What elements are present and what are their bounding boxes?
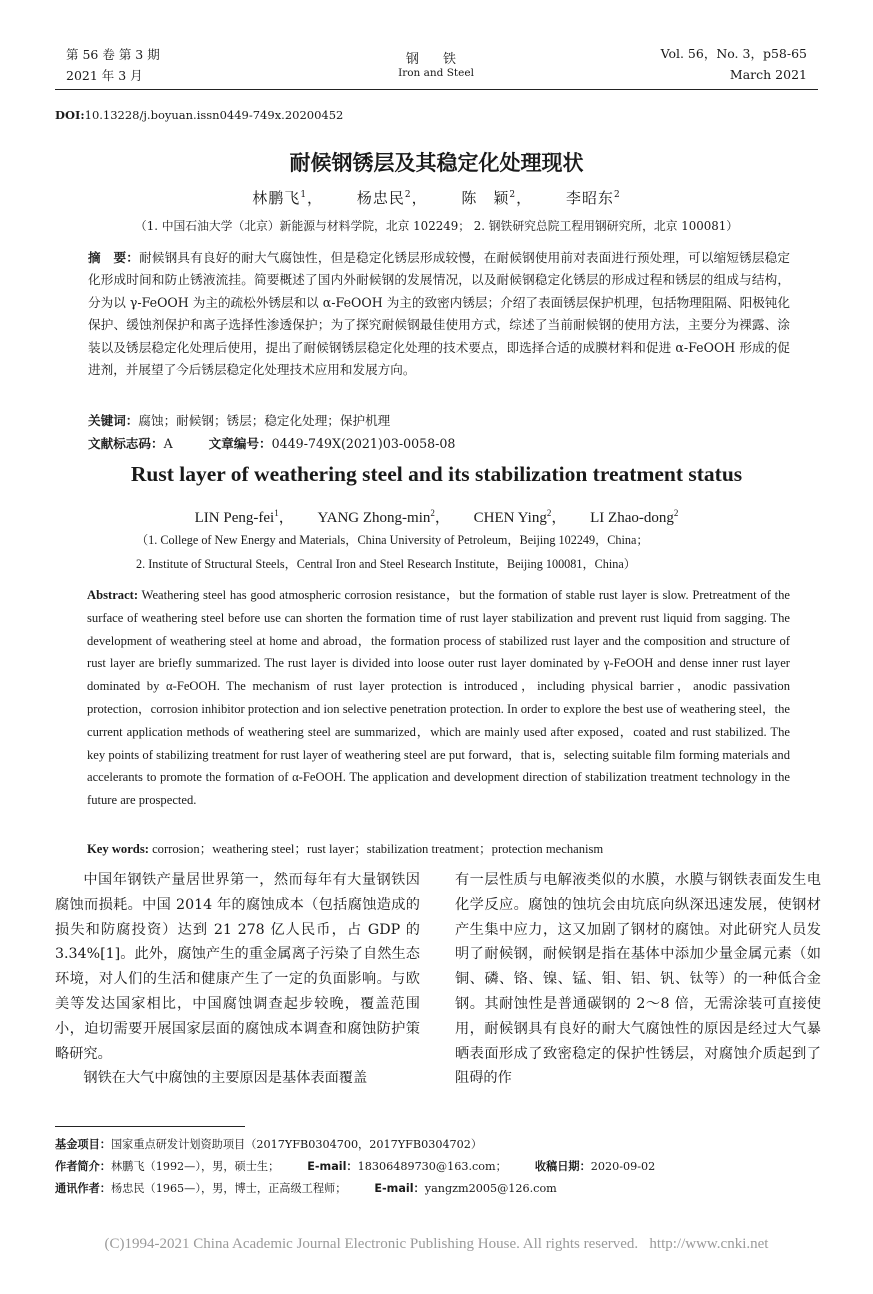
keywords-cn-text: 腐蚀；耐候钢；锈层；稳定化处理；保护机理	[138, 413, 391, 428]
author-cn: 林鹏飞$^1$，	[252, 189, 324, 207]
keywords-en	[87, 838, 603, 857]
date-en: March 2021	[729, 67, 807, 82]
author-cn: 陈 颖$^2$，	[461, 189, 533, 207]
abstract-en-text: Weathering steel has good atmospheric corrosion resistance，but the formation of stable rust layer is slow. Pretreatment of the surface of weathering steel before use can shorten the formation time of rust layer stabilization and prevent rust liquid from sagging. The development of weathering steel at home and abroad，the formation process of stabilized rust layer and the composition and structure of rust layer are briefly summarized. The rust layer is divided into loose outer rust layer dominated by γ-FeOOH and dense inner rust layer dominated by α-FeOOH. The mechanism of rust layer protection is introduced，including physical barrier，anodic passivation protection，corrosion inhibitor protection and ion selective penetration protection. In order to explore the best use of weathering steel，the current application methods of weathering steel are summarized，which are mainly used after exposed，coated and rust stabilized. The key points of stabilizing treatment for rust layer of weathering steel are put forward，that is，selecting suitable film forming materials and accelerants to promote the formation of α-FeOOH. The application and development direction of stabilization treatment technology in the future are prospected.	[87, 588, 790, 808]
author-en: LI Zhao-dong$^2$	[590, 508, 679, 526]
abstract-en	[87, 584, 790, 812]
body-paragraph: 中国年钢铁产量居世界第一，然而每年有大量钢铁因腐蚀而损耗。中国 2014 年的腐蚀成本（包括腐蚀造成的损失和防腐投资）达到 21 278 亿人民币，占 GDP 的 3.34%[1]。此外，腐蚀产生的重金属离子污染了自然生态环境，对人们的生活和健康产生了一定的负面影响。与欧美等发达国家相比，中国腐蚀调查起步较晚，覆盖范围小，迫切需要开展国家层面的腐蚀成本调查和腐蚀防护策略研究。	[55, 872, 420, 1062]
doi-value: 10.13228/j.boyuan.issn0449-749x.20200452	[84, 108, 344, 122]
doc-code-label: 文献标志码：	[88, 436, 164, 451]
body-paragraph-continued: 有一层性质与电解液类似的水膜，水膜与钢铁表面发生电化学反应。腐蚀的蚀坑会由坑底向纵深迅速发展，使钢材产生集中应力，这又加剧了钢材的腐蚀。对此研究人员发明了耐候钢，耐候钢是指在基体中添加少量金属元素（如铜、磷、铬、镍、锰、钼、铝、钒、钛等）的一种低合金钢。其耐蚀性是普通碳钢的 2～8 倍，无需涂装可直接使用，耐候钢具有良好的耐大气腐蚀性的原因是经过大气暴晒表面形成了致密稳定的保护性锈层，对腐蚀介质起到了阻碍的作	[455, 872, 821, 1087]
footnote-corresponding: 通讯作者：杨忠民（1965—），男，博士，正高级工程师； E-mail：yangzm2005@126.com	[55, 1182, 557, 1195]
copyright-notice: (C)1994-2021 China Academic Journal Electronic Publishing House. All rights reserved. http://www.cnki.net	[104, 1236, 769, 1252]
running-header-left	[66, 44, 160, 86]
affiliation-en-line: 2. Institute of Structural Steels，Central Iron and Steel Research Institute，Beijing 100081，China）	[136, 557, 636, 571]
authors-en	[0, 506, 873, 527]
affiliation-en-line: （1. College of New Energy and Materials，China University of Petroleum，Beijing 102249，China；	[136, 533, 649, 547]
volume-en: Vol. 56，No. 3，p58-65	[660, 46, 807, 61]
keywords-en-text: corrosion；weathering steel；rust layer；stabilization treatment；protection mechanism	[148, 842, 604, 856]
body-column-left	[55, 868, 420, 1091]
doc-code-value: A	[163, 436, 173, 451]
authors-cn	[0, 187, 873, 208]
author-cn: 李昭东$^2$	[565, 189, 621, 207]
abstract-cn-label: 摘 要：	[88, 250, 140, 265]
article-number-value: 0449-749X(2021)03-0058-08	[271, 436, 456, 451]
abstract-cn-text: 耐候钢具有良好的耐大气腐蚀性，但是稳定化锈层形成较慢，在耐候钢使用前对表面进行预处理，可以缩短锈层稳定化形成时间和防止锈液流挂。简要概述了国内外耐候钢的发展情况，以及耐候钢稳定化锈层的形成过程和锈层的组成与结构，分为以 γ-FeOOH 为主的疏松外锈层和以 α-FeOOH 为主的致密内锈层；介绍了表面锈层保护机理，包括物理阻隔、阳极钝化保护、缓蚀剂保护和离子选择性渗透保护；为了探究耐候钢最佳使用方式，综述了当前耐候钢的使用方法，主要分为裸露、涂装以及锈层稳定化处理后使用，提出了耐候钢锈层稳定化处理的技术要点，即选择合适的成膜材料和促进 α-FeOOH 形成的促进剂，并展望了今后锈层稳定化处理技术应用和发展方向。	[88, 250, 791, 378]
volume-cn: 第 56 卷 第 3 期	[66, 47, 160, 62]
keywords-cn-label: 关键词：	[88, 413, 139, 428]
footnote-rule	[55, 1126, 245, 1127]
affiliation-cn: （1. 中国石油大学（北京）新能源与材料学院，北京 102249； 2. 钢铁研究总院工程用钢研究所，北京 100081）	[134, 219, 739, 233]
doi	[55, 108, 343, 122]
keywords-cn	[88, 410, 390, 429]
footnote-fund: 基金项目：国家重点研发计划资助项目（2017YFB0304700，2017YFB0304702）	[55, 1138, 483, 1151]
header-rule	[55, 89, 818, 90]
journal-name-cn: 钢 铁	[405, 52, 467, 67]
author-cn: 杨忠民$^2$，	[356, 189, 428, 207]
journal-name-en: Iron and Steel	[398, 67, 474, 79]
running-header-right	[661, 43, 807, 85]
article-number-label: 文章编号：	[208, 436, 272, 451]
abstract-en-label: Abstract:	[87, 588, 139, 602]
body-paragraph: 钢铁在大气中腐蚀的主要原因是基体表面覆盖	[83, 1070, 368, 1087]
author-en: CHEN Ying$^2$，	[473, 508, 567, 526]
title-cn: 耐候钢锈层及其稳定化处理现状	[289, 151, 584, 175]
keywords-en-label: Key words:	[87, 842, 149, 856]
affiliation-en	[136, 528, 649, 576]
footnotes	[55, 1134, 825, 1200]
abstract-cn	[88, 247, 790, 381]
title-en: Rust layer of weathering steel and its stabilization treatment status	[130, 462, 743, 486]
footnote-author: 作者简介：林鹏飞（1992—），男，硕士生； E-mail：18306489730@163.com； 收稿日期：2020-09-02	[55, 1160, 656, 1173]
author-en: YANG Zhong-$\min^2$，	[317, 508, 450, 526]
running-header-center	[336, 48, 536, 79]
date-cn: 2021 年 3 月	[66, 68, 143, 83]
body-column-right	[455, 868, 821, 1091]
author-en: LIN Peng-fei$^1$，	[194, 508, 294, 526]
classification	[88, 433, 455, 452]
doi-label: DOI:	[55, 108, 85, 122]
